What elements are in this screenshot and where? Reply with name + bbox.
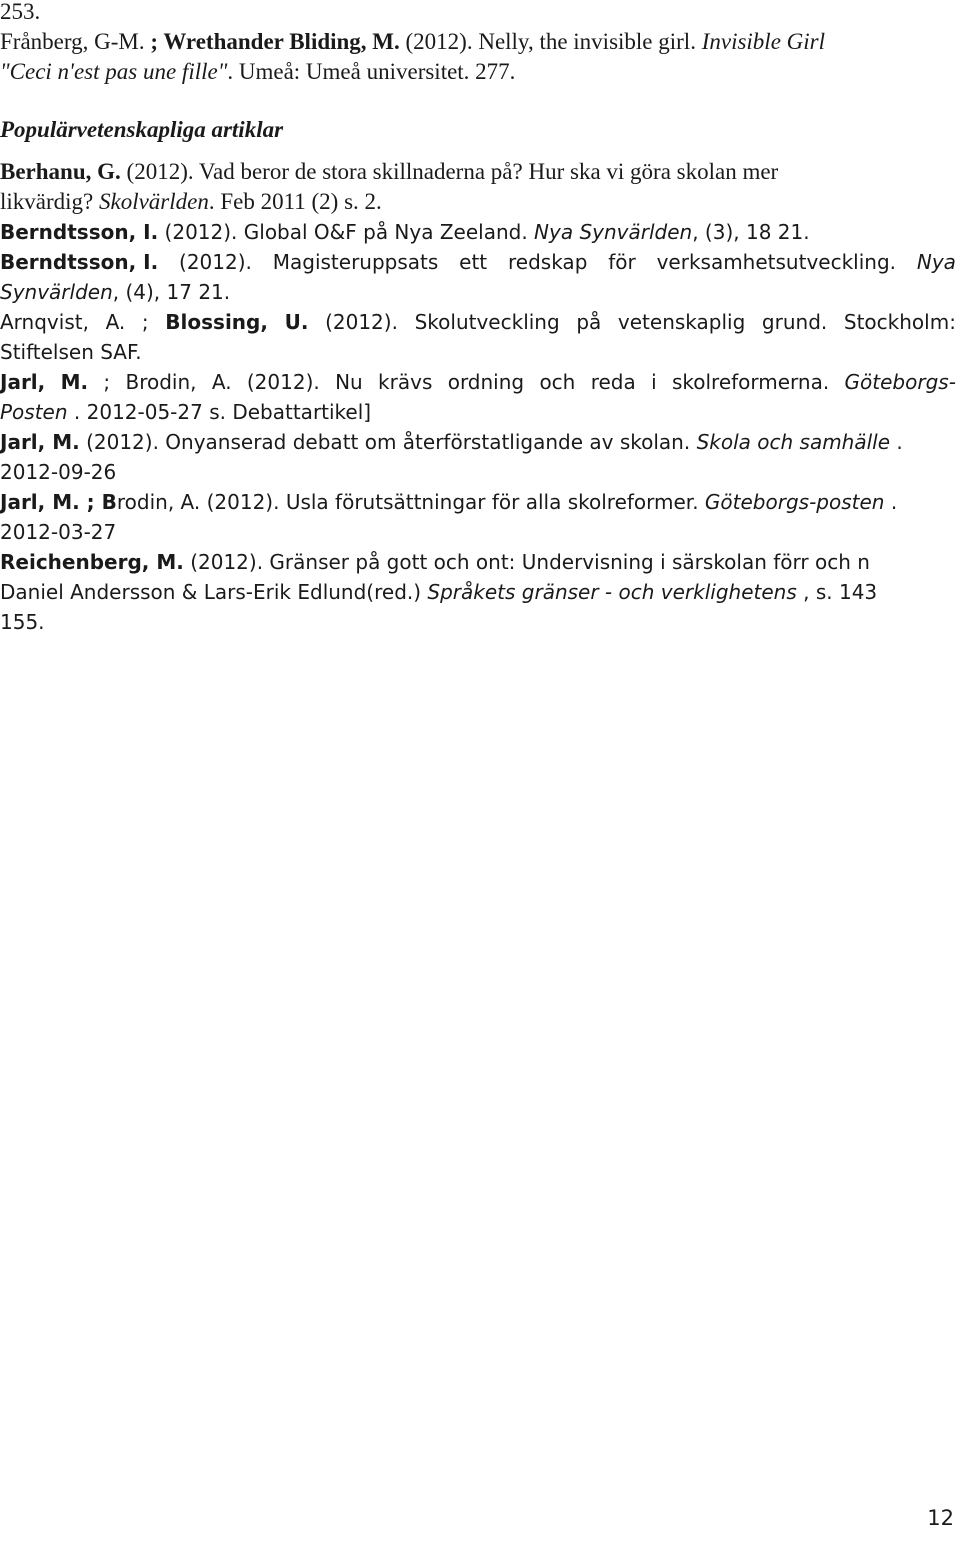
reference-authors: Frånberg, G-M. [0,29,151,54]
reference-word: och [539,370,576,394]
reference-jarl-1-line-1 [0,368,956,396]
reference-text: . 2012-05-27 s. Debattartikel] [67,400,372,424]
reference-word: grund. [761,310,828,334]
reference-author: U. [284,310,309,334]
reference-word: verksamhetsutveckling. [656,250,897,274]
reference-word: Nu [335,370,363,394]
reference-arnqvist-line-2: Stiftelsen SAF. [0,340,142,364]
reference-word: Arnqvist, [0,310,89,334]
reference-berndtsson-1 [0,218,810,246]
reference-author: M. [60,370,89,394]
reference-text: rodin, A. (2012). Usla förutsättningar för alla skolreformer. [116,490,705,514]
reference-text: . [890,430,903,454]
reference-text: , s. 143 [796,580,878,604]
reference-word: Stockholm: [843,310,956,334]
reference-text: . [884,490,898,514]
reference-author: Jarl, [0,370,46,394]
reference-journal: Posten [0,400,68,424]
reference-text: (2012). Global O&F på Nya Zeeland. [158,220,535,244]
reference-word: för [608,250,636,274]
reference-arnqvist-line-1 [0,308,956,336]
reference-berndtsson-2-line-2 [0,278,230,306]
reference-publisher: . Umeå: Umeå universitet. 277. [227,59,516,84]
section-heading: Populärvetenskapliga artiklar [0,117,284,142]
reference-word: skolreformerna. [671,370,830,394]
reference-word: Magisteruppsats [272,250,439,274]
reference-word: reda [590,370,636,394]
reference-jarl-2-line-1 [0,428,903,456]
reference-word: ordning [447,370,525,394]
reference-word: krävs [378,370,433,394]
reference-author: Reichenberg, M. [0,550,184,574]
reference-word: (2012). [325,310,398,334]
reference-word: Skolutveckling [414,310,560,334]
reference-text: (2012). Vad beror de stora skillnaderna på? Hur ska vi göra skolan mer [120,159,779,184]
reference-text: (2012). Onyanserad debatt om återförstatligande av skolan. [79,430,697,454]
reference-text: , (3), 18 21. [692,220,810,244]
page-number: 12 [927,1506,954,1530]
reference-journal: Skolvärlden [99,189,209,214]
reference-reichenberg-line-2 [0,578,877,606]
reference-title-italic: Invisible Girl [701,29,825,54]
reference-reichenberg-line-1 [0,548,870,576]
reference-word: (2012). [179,250,252,274]
reference-journal: Göteborgs-posten [704,490,885,514]
reference-journal: Nya [916,250,956,274]
reference-word: ; [141,310,149,334]
reference-text: likvärdig? [0,189,99,214]
reference-author: Jarl, M. ; B [0,490,117,514]
reference-journal: Skola och samhälle [696,430,891,454]
reference-word: vetenskaplig [617,310,746,334]
reference-author: Blossing, [165,310,268,334]
reference-reichenberg-line-3: 155. [0,610,45,634]
reference-word: redskap [508,250,588,274]
reference-berhanu-line-1 [0,158,778,186]
reference-line-franberg-1 [0,28,825,56]
reference-number-tail: 253. [0,0,41,24]
reference-journal: Nya Synvärlden [534,220,693,244]
reference-word: (2012). [246,370,320,394]
reference-jarl-3-line-1 [0,488,897,516]
reference-book-title: Språkets gränser - och verklighetens [427,580,797,604]
reference-jarl-1-line-2 [0,398,371,426]
reference-title-italic: "Ceci n'est pas une fille" [0,59,228,84]
reference-word: ett [459,250,488,274]
reference-word: ; [103,370,111,394]
reference-word: A. [211,370,232,394]
reference-text: . Feb 2011 (2) s. 2. [208,189,382,214]
reference-jarl-2-line-2: 2012-09-26 [0,460,117,484]
reference-text: (2012). Gränser på gott och ont: Undervisning i särskolan förr och n [183,550,870,574]
reference-author: Berndtsson, I. [0,220,159,244]
reference-text: , (4), 17 21. [112,280,231,304]
reference-jarl-3-line-2: 2012-03-27 [0,520,117,544]
reference-berhanu-line-2 [0,188,382,216]
reference-line-franberg-2 [0,58,515,86]
reference-author: Berhanu, G. [0,159,121,184]
reference-journal: Göteborgs- [844,370,956,394]
reference-journal: Synvärlden [0,280,113,304]
reference-berndtsson-2-line-1 [0,248,956,276]
reference-word: A. [105,310,126,334]
reference-word: på [576,310,602,334]
reference-text: Daniel Andersson & Lars-Erik Edlund(red.) [0,580,428,604]
reference-year-title: (2012). Nelly, the invisible girl. [399,29,702,54]
reference-author: Berndtsson, I. [0,250,159,274]
reference-word: i [651,370,657,394]
reference-author: Jarl, M. [0,430,80,454]
reference-authors-bold: ; Wrethander Bliding, M. [150,29,400,54]
reference-word: Brodin, [125,370,197,394]
